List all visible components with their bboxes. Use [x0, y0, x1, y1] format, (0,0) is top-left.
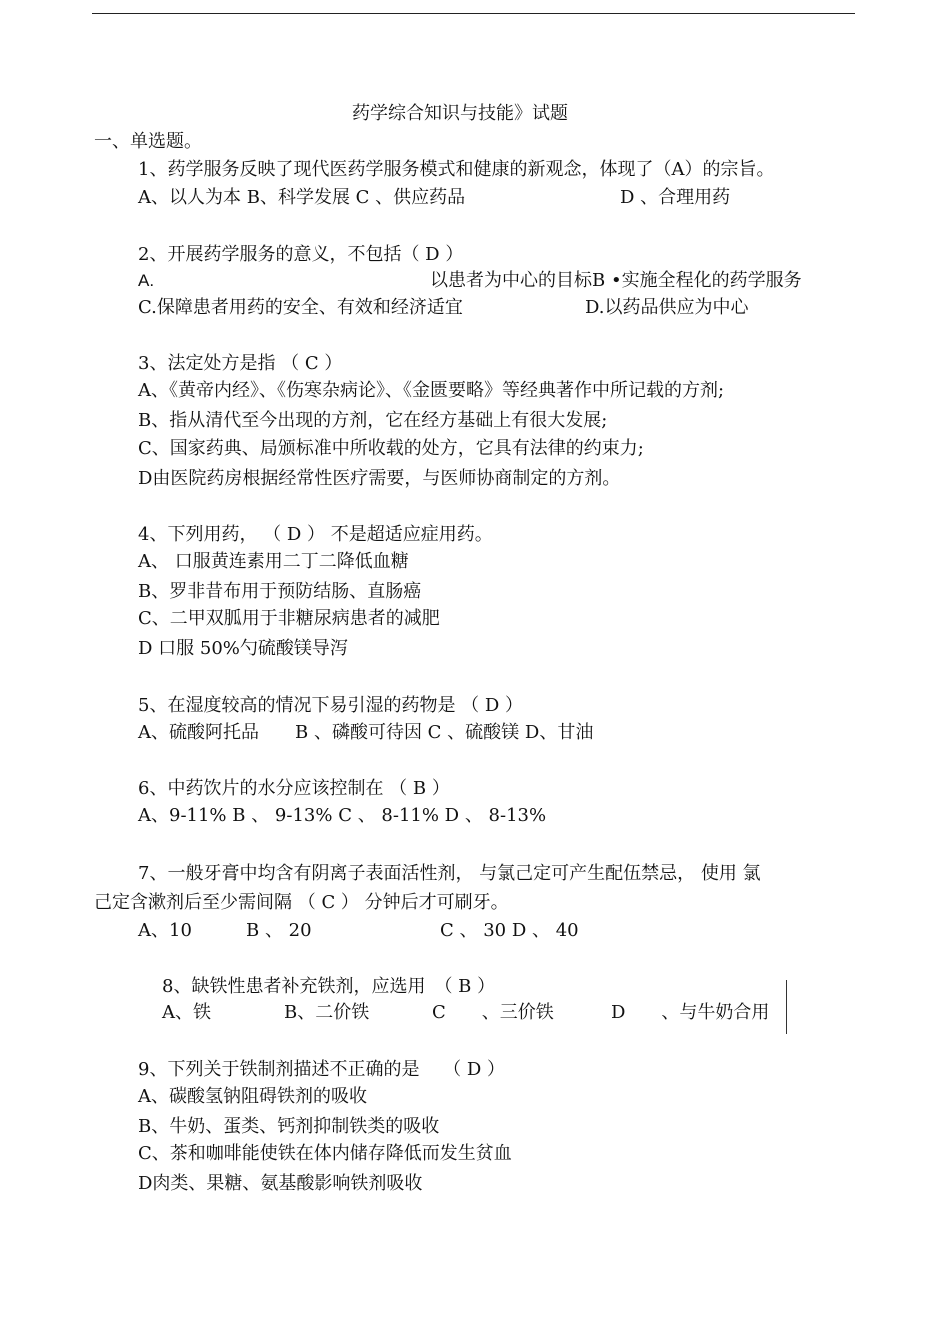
question-4-option-d: D 口服 50%勺硫酸镁导泻	[138, 638, 348, 659]
question-9-option-c: C、茶和咖啡能使铁在体内储存降低而发生贫血	[138, 1143, 512, 1164]
question-1-stem: 1、药学服务反映了现代医药学服务模式和健康的新观念，体现了（A）的宗旨。	[138, 159, 775, 180]
question-3-stem: 3、法定处方是指 （ C ）	[138, 353, 343, 374]
question-6-options: A、9-11% B 、 9-13% C 、 8-11% D 、 8-13%	[138, 805, 547, 826]
question-7-option-a: A、10	[138, 920, 192, 941]
question-3-option-c: C、国家药典、局颁标准中所收载的处方，它具有法律的约束力;	[138, 438, 644, 459]
question-2-option-d: D.以药品供应为中心	[585, 297, 749, 318]
question-6-stem: 6、中药饮片的水分应该控制在 （ B ）	[138, 778, 450, 799]
question-9-option-b: B、牛奶、蛋类、钙剂抑制铁类的吸收	[138, 1116, 440, 1137]
question-3-option-b: B、指从清代至今出现的方剂，它在经方基础上有很大发展;	[138, 410, 608, 431]
question-4-stem: 4、下列用药， （ D ） 不是超适应症用药。	[138, 524, 493, 545]
question-8-option-b: B、二价铁	[284, 1002, 370, 1023]
question-7-options-cd: C 、 30 D 、 40	[440, 920, 579, 941]
question-7-stem-line-1: 7、一般牙膏中均含有阴离子表面活性剂， 与氯己定可产生配伍禁忌， 使用 氯	[138, 863, 761, 884]
question-7-option-b: B 、 20	[246, 920, 312, 941]
question-8-stem: 8、缺铁性患者补充铁剂，应选用 （ B ）	[162, 976, 496, 997]
question-5-stem: 5、在湿度较高的情况下易引湿的药物是 （ D ）	[138, 695, 524, 716]
question-9-option-a: A、碳酸氢钠阻碍铁剂的吸收	[138, 1086, 367, 1107]
question-2-option-c: C.保障患者用药的安全、有效和经济适宜	[138, 297, 463, 318]
question-4-option-c: C、二甲双胍用于非糖尿病患者的减肥	[138, 608, 440, 629]
table-border-line	[786, 980, 787, 1034]
question-8-option-c: C 、三价铁	[432, 1002, 554, 1023]
question-8-option-d: D 、与牛奶合用	[611, 1002, 770, 1023]
question-8-option-a: A、铁	[162, 1002, 211, 1023]
question-1-option-d: D 、合理用药	[620, 187, 731, 208]
question-7-stem-line-2: 己定含漱剂后至少需间隔 （ C ） 分钟后才可刷牙。	[94, 892, 509, 913]
question-2-option-a-label: A.	[138, 271, 155, 290]
header-rule	[92, 13, 855, 14]
question-4-option-b: B、罗非昔布用于预防结肠、直肠癌	[138, 581, 422, 602]
question-2-stem: 2、开展药学服务的意义，不包括（ D ）	[138, 244, 464, 265]
question-2-option-a-text: 以患者为中心的目标B •实施全程化的药学服务	[430, 270, 802, 291]
section-heading: 一、单选题。	[94, 131, 202, 152]
question-3-option-a: A、《黄帝内经》、《伤寒杂病论》、《金匮要略》等经典著作中所记载的方剂;	[138, 380, 725, 401]
question-1-options-abc: A、以人为本 B、科学发展 C 、供应药品	[138, 187, 466, 208]
question-9-option-d: D肉类、果糖、氨基酸影响铁剂吸收	[138, 1173, 423, 1194]
question-5-options: A、硫酸阿托品 B 、磷酸可待因 C 、硫酸镁 D、甘油	[138, 722, 594, 743]
question-3-option-d: D由医院药房根据经常性医疗需要，与医师协商制定的方剂。	[138, 468, 621, 489]
page-title: 药学综合知识与技能》试题	[352, 103, 568, 124]
question-9-stem: 9、下列关于铁制剂描述不正确的是 （ D ）	[138, 1059, 506, 1080]
question-4-option-a: A、 口服黄连素用二丁二降低血糖	[138, 551, 409, 572]
